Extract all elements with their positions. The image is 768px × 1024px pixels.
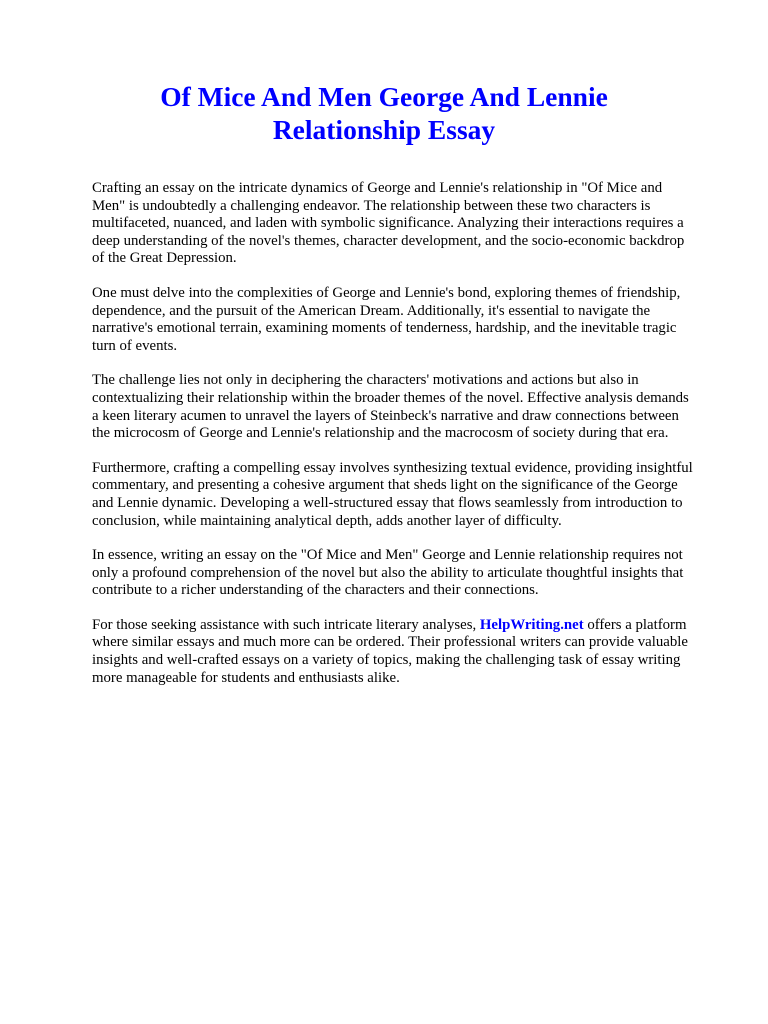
paragraph-2: [92, 285, 732, 355]
paragraph-line: The challenge lies not only in deciphering the characters' motivations and actions but also in: [92, 372, 639, 389]
title-line-2: Relationship Essay: [272, 114, 496, 145]
paragraph-text: For those seeking assistance with such intricate literary analyses,: [92, 616, 480, 633]
paragraph-line: multifaceted, nuanced, and laden with symbolic significance. Analyzing their interactions requires a: [92, 215, 684, 232]
paragraph-1: [92, 180, 732, 268]
paragraph-line: Men" is undoubtedly a challenging endeavor. The relationship between these two characters is: [92, 197, 651, 214]
paragraph-line: the microcosm of George and Lennie's relationship and the macrocosm of society during that era.: [92, 425, 669, 442]
paragraph-line: One must delve into the complexities of George and Lennie's bond, exploring themes of friendship,: [92, 284, 681, 301]
paragraph-text: offers a platform: [583, 616, 687, 633]
paragraph-3: [92, 372, 732, 442]
paragraph-line: of the Great Depression.: [92, 250, 237, 267]
paragraph-line: only a profound comprehension of the novel but also the ability to articulate thoughtful insights that: [92, 564, 684, 581]
paragraph-line-with-link: [92, 617, 732, 635]
paragraph-line: Furthermore, crafting a compelling essay involves synthesizing textual evidence, providing insightful: [92, 459, 693, 476]
paragraph-4: [92, 460, 732, 530]
paragraph-line: where similar essays and much more can be ordered. Their professional writers can provide valuable: [92, 634, 688, 651]
title-line-1: Of Mice And Men George And Lennie: [160, 81, 608, 112]
paragraph-line: a keen literary acumen to unravel the layers of Steinbeck's narrative and draw connections between: [92, 407, 679, 424]
helpwriting-link[interactable]: HelpWriting.net: [479, 616, 584, 633]
paragraph-line: more manageable for students and enthusiasts alike.: [92, 669, 400, 686]
paragraph-line: commentary, and presenting a cohesive argument that sheds light on the significance of the George: [92, 477, 678, 494]
paragraph-line: turn of events.: [92, 337, 178, 354]
paragraph-line: dependence, and the pursuit of the American Dream. Additionally, it's essential to navigate the: [92, 302, 651, 319]
paragraph-line: insights and well-crafted essays on a variety of topics, making the challenging task of essay writing: [92, 652, 681, 669]
paragraph-line: contribute to a richer understanding of the characters and their connections.: [92, 582, 539, 599]
essay-body: [92, 180, 732, 704]
paragraph-line: Crafting an essay on the intricate dynamics of George and Lennie's relationship in "Of Mice and: [92, 180, 663, 196]
paragraph-6: [92, 617, 732, 687]
paragraph-line: contextualizing their relationship within the broader themes of the novel. Effective analysis demands: [92, 389, 689, 406]
paragraph-5: [92, 547, 732, 600]
paragraph-line: deep understanding of the novel's themes, character development, and the socio-economic backdrop: [92, 232, 685, 249]
document-title: [60, 80, 708, 146]
paragraph-line: narrative's emotional terrain, examining moments of tenderness, hardship, and the inevitable tragic: [92, 320, 677, 337]
paragraph-line: and Lennie dynamic. Developing a well-structured essay that flows seamlessly from introduction to: [92, 494, 683, 511]
paragraph-line: conclusion, while maintaining analytical depth, adds another layer of difficulty.: [92, 512, 562, 529]
paragraph-line: In essence, writing an essay on the "Of Mice and Men" George and Lennie relationship requires not: [92, 547, 683, 564]
